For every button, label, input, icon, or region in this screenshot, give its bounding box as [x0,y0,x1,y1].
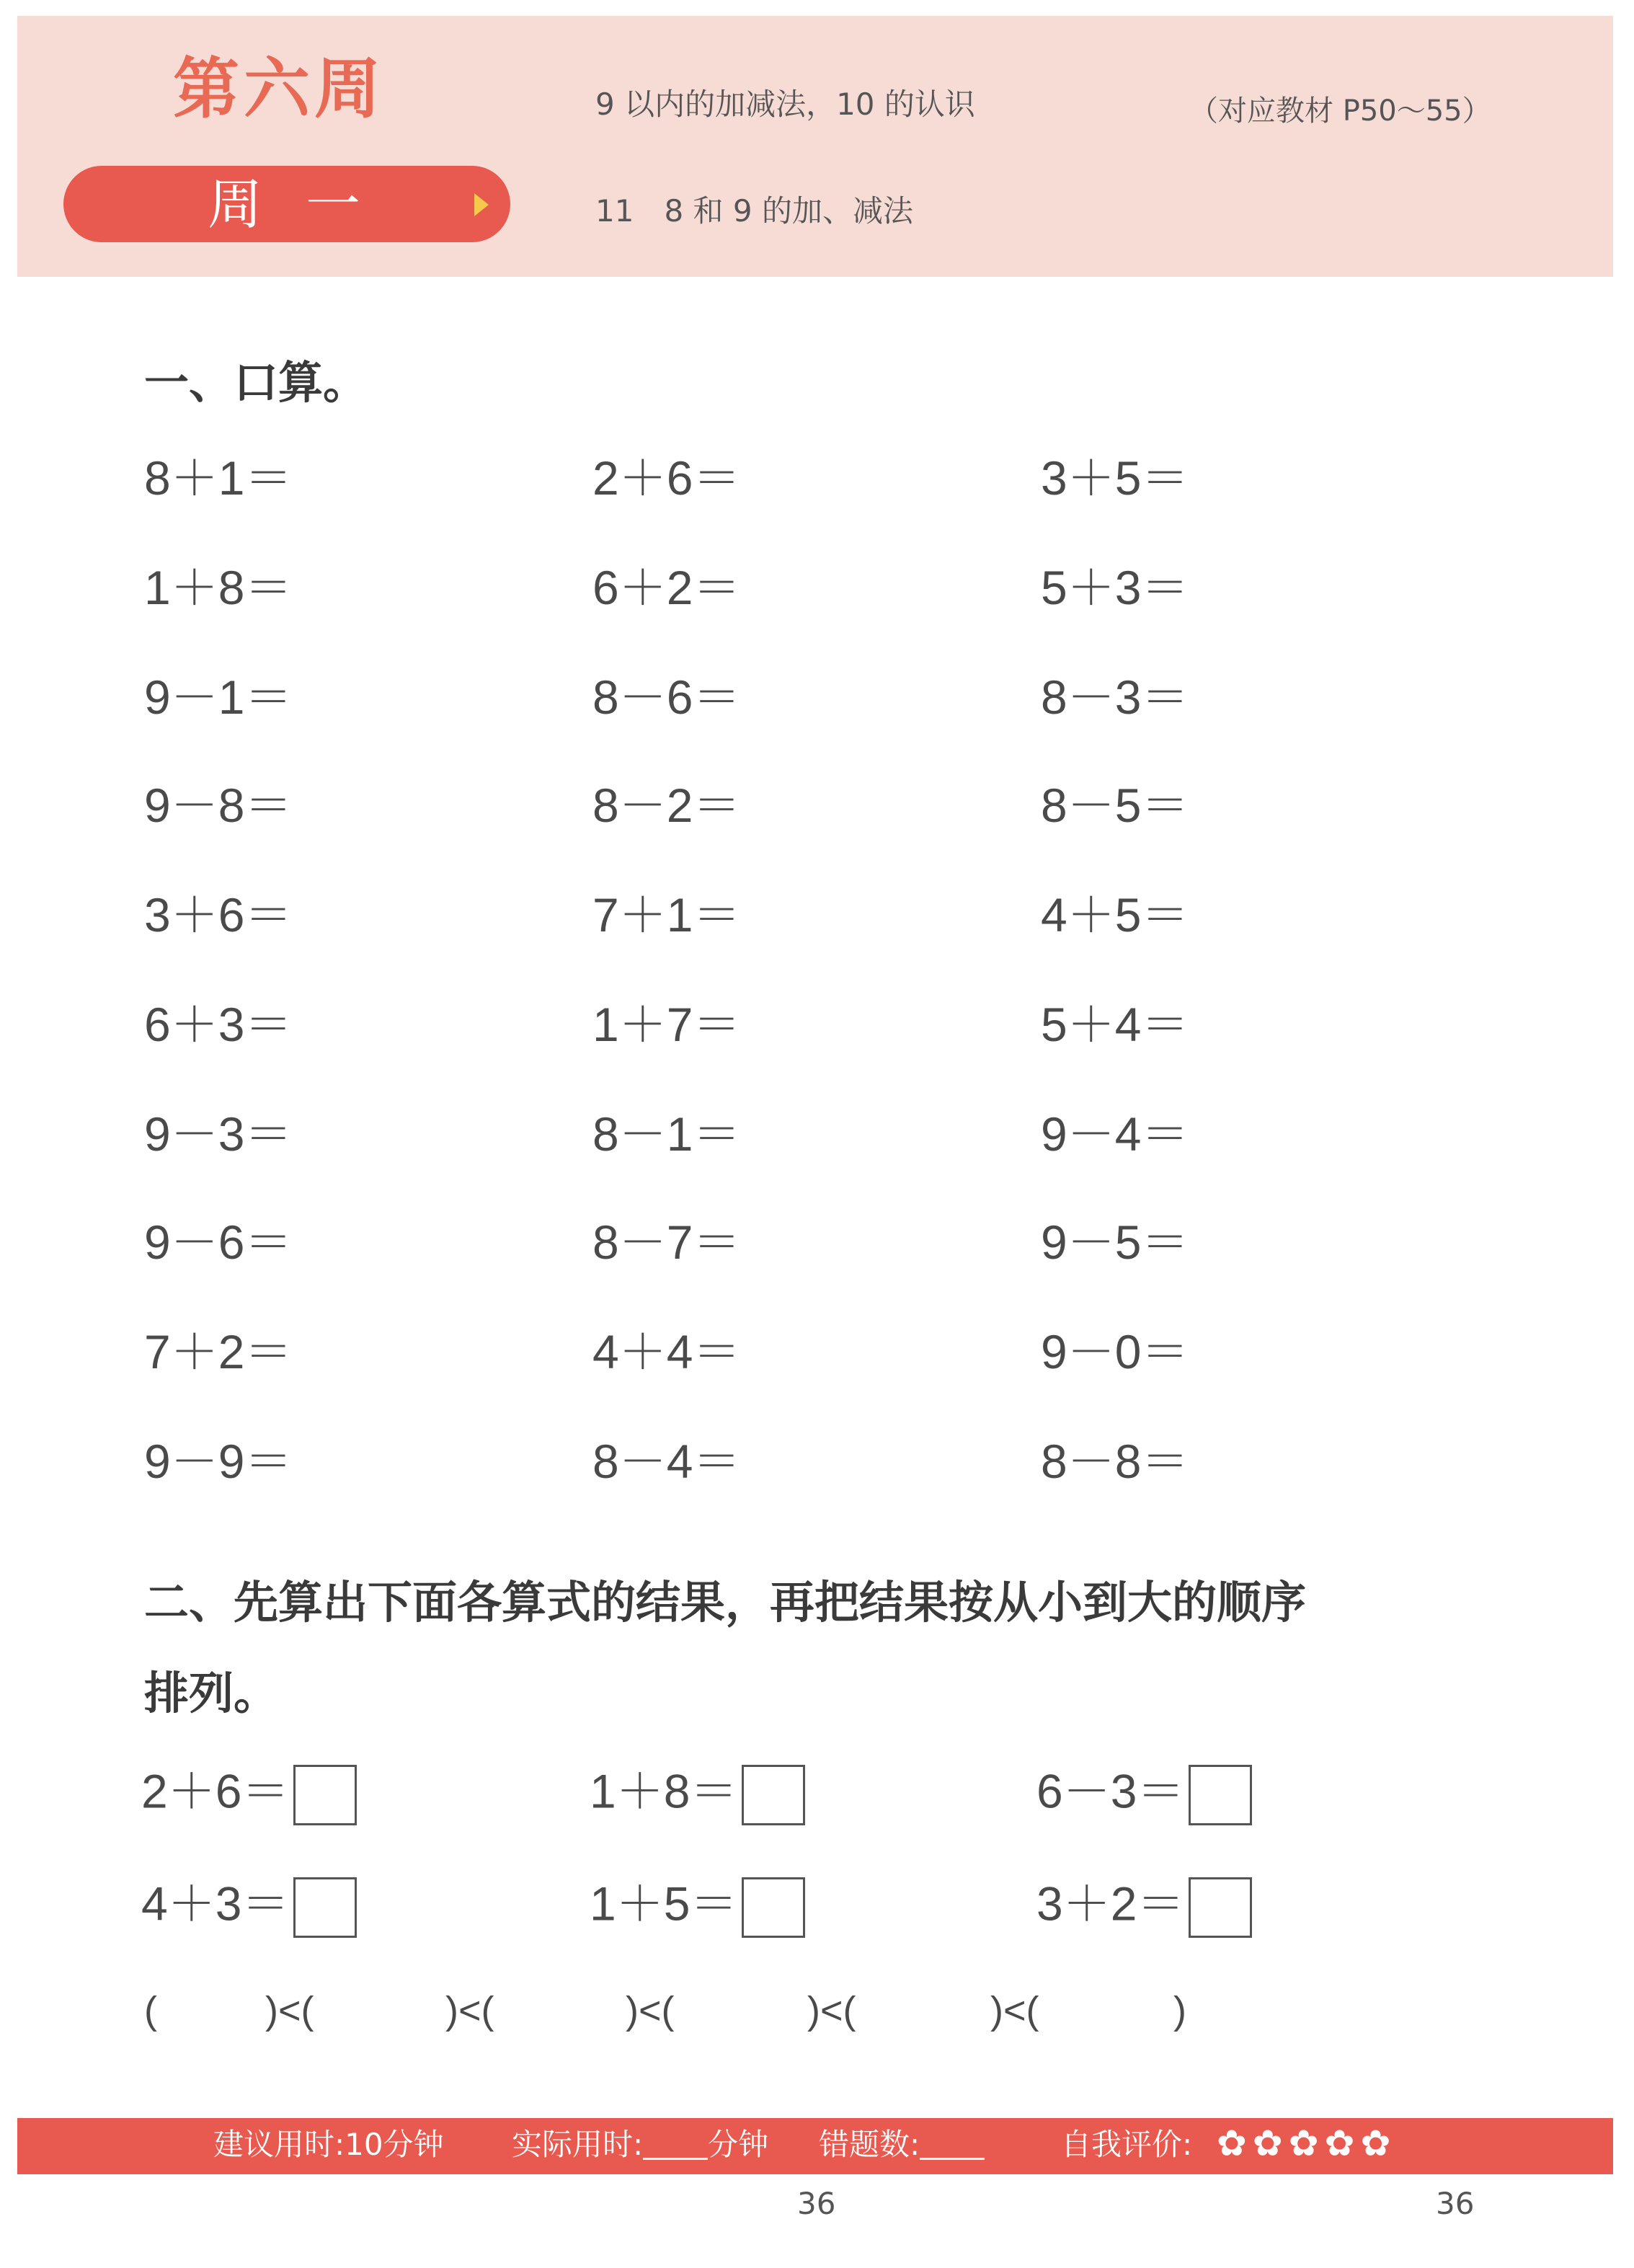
error-count-label: 错题数: [819,2127,920,2162]
actual-time-unit: 分钟 [708,2127,769,2162]
answer-box[interactable] [293,1877,357,1938]
section1-title: 一、口算。 [144,356,368,409]
equation-text: 2＋6＝ [141,1764,290,1818]
section2-title-line2: 排列。 [144,1667,279,1719]
equation: 7＋2＝ [144,1325,293,1378]
equation-text: 4＋3＝ [141,1877,290,1931]
lesson-title: 11 8 和 9 的加、减法 [595,193,913,229]
equation: 6＋2＝ [592,561,741,614]
week-title: 第六周 [173,50,386,128]
day-label: 周一 [208,172,404,236]
order-bracket: )<( [626,1989,675,2032]
order-bracket: ( [144,1989,157,2032]
equation: 8－2＝ [592,779,741,832]
flower-rating-icon[interactable]: ✿✿✿✿✿ [1217,2122,1397,2164]
equation: 9－8＝ [144,779,293,832]
equation: 3＋5＝ [1041,451,1189,505]
order-bracket: )<( [807,1989,856,2032]
self-evaluation-label: 自我评价: [1061,2127,1193,2162]
equation-with-box [141,1877,357,1938]
equation-with-box [1036,1877,1252,1938]
equation: 3＋6＝ [144,888,293,942]
equation: 9－9＝ [144,1435,293,1488]
equation-with-box [1036,1765,1252,1825]
equation-text: 1＋8＝ [590,1764,738,1818]
actual-time-blank[interactable] [643,2132,708,2160]
equation: 8－5＝ [1041,779,1189,832]
order-bracket: ) [1173,1989,1186,2032]
answer-box[interactable] [1189,1765,1252,1825]
equation: 8－6＝ [592,670,741,724]
equation: 4＋4＝ [592,1325,741,1378]
equation: 9－0＝ [1041,1325,1189,1378]
order-bracket: )<( [445,1989,494,2032]
equation: 9－3＝ [144,1107,293,1161]
actual-time [512,2127,769,2162]
equation: 1＋8＝ [144,561,293,614]
page-number-center: 36 [797,2186,836,2221]
equation: 9－5＝ [1041,1215,1189,1269]
day-pill [63,166,510,242]
equation: 1＋7＝ [592,998,741,1051]
equation-text: 1＋5＝ [590,1877,738,1931]
equation: 8－1＝ [592,1107,741,1161]
triangle-arrow-icon [474,193,489,216]
equation: 5＋3＝ [1041,561,1189,614]
equation: 8－3＝ [1041,670,1189,724]
equation-text: 6－3＝ [1036,1764,1185,1818]
actual-time-label: 实际用时: [512,2127,644,2162]
section2-title-line1: 二、先算出下面各算式的结果，再把结果按从小到大的顺序 [144,1576,1307,1629]
equation-with-box [590,1877,805,1938]
page-number-right: 36 [1436,2186,1475,2221]
error-count [819,2127,985,2162]
equation: 8－8＝ [1041,1435,1189,1488]
answer-box[interactable] [1189,1877,1252,1938]
suggested-time: 建议用时:10分钟 [213,2127,444,2162]
answer-box[interactable] [293,1765,357,1825]
equation: 8－4＝ [592,1435,741,1488]
order-bracket: )<( [990,1989,1039,2032]
order-bracket: )<( [265,1989,314,2032]
equation-with-box [141,1765,357,1825]
topic-text: 9 以内的加减法，10 的认识 [595,87,975,122]
order-blanks[interactable] [144,1991,1225,2042]
footer-bar [17,2118,1613,2174]
equation: 4＋5＝ [1041,888,1189,942]
equation-text: 3＋2＝ [1036,1877,1185,1931]
textbook-reference: （对应教材 P50～55） [1189,94,1491,128]
equation: 9－6＝ [144,1215,293,1269]
equation: 8＋1＝ [144,451,293,505]
equation: 7＋1＝ [592,888,741,942]
equation: 6＋3＝ [144,998,293,1051]
equation: 2＋6＝ [592,451,741,505]
equation: 9－1＝ [144,670,293,724]
equation-with-box [590,1765,805,1825]
error-count-blank[interactable] [920,2132,985,2160]
equation: 5＋4＝ [1041,998,1189,1051]
equation: 8－7＝ [592,1215,741,1269]
equation: 9－4＝ [1041,1107,1189,1161]
answer-box[interactable] [742,1877,805,1938]
answer-box[interactable] [742,1765,805,1825]
